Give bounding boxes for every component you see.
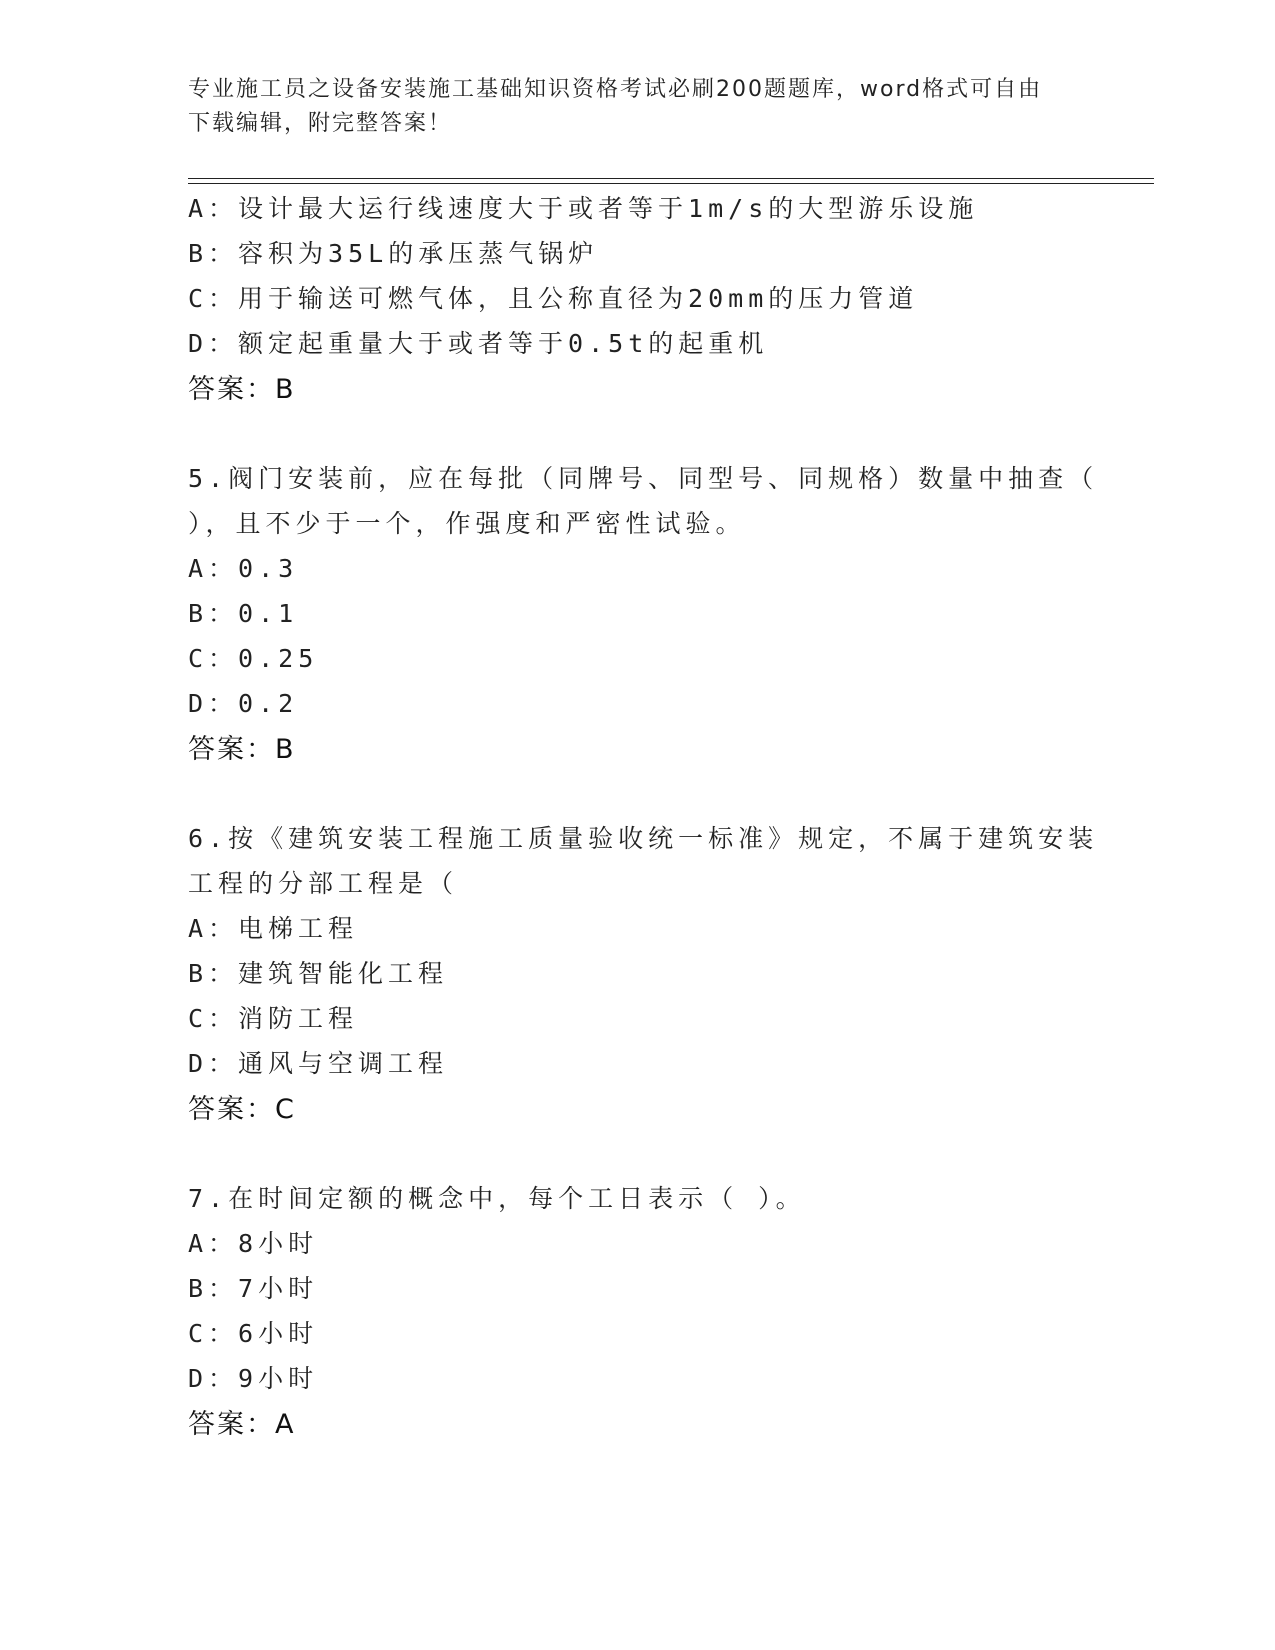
header-rule-bottom [188,183,1154,184]
q5-answer: 答案：B [188,734,296,765]
q6-option-d: D：通风与空调工程 [188,1049,449,1078]
q6-option-a: A：电梯工程 [188,914,359,943]
q6-option-b: B：建筑智能化工程 [188,959,449,988]
q6-stem-line-1: 6.按《建筑安装工程施工质量验收统一标准》规定，不属于建筑安装 [188,824,1099,853]
q7-option-a: A：8小时 [188,1229,319,1258]
header-line-2: 下载编辑，附完整答案！ [188,111,453,136]
q7-option-c: C：6小时 [188,1319,319,1348]
q5-option-a: A：0.3 [188,554,299,583]
q4-option-a: A：设计最大运行线速度大于或者等于1m/s的大型游乐设施 [188,194,979,223]
q4-option-c: C：用于输送可燃气体，且公称直径为20mm的压力管道 [188,284,919,313]
q4-option-b: B：容积为35L的承压蒸气锅炉 [188,239,599,268]
q6-stem-line-2: 工程的分部工程是（ [188,869,459,898]
q6-answer: 答案：C [188,1094,296,1125]
q5-stem-line-2: ），且不少于一个，作强度和严密性试验。 [188,509,746,538]
q5-stem-line-1: 5.阀门安装前，应在每批（同牌号、同型号、同规格）数量中抽查（ [188,464,1099,493]
document-header [188,73,1068,141]
header-line-1: 专业施工员之设备安装施工基础知识资格考试必刷200题题库，word格式可自由 [188,77,1043,102]
q7-answer: 答案：A [188,1409,296,1440]
q5-option-d: D：0.2 [188,689,299,718]
q7-option-b: B：7小时 [188,1274,319,1303]
q5-option-c: C：0.25 [188,644,319,673]
q4-option-d: D：额定起重量大于或者等于0.5t的起重机 [188,329,769,358]
q4-answer: 答案：B [188,374,296,405]
q7-option-d: D：9小时 [188,1364,319,1393]
header-rule-top [188,178,1154,179]
q6-option-c: C：消防工程 [188,1004,359,1033]
q7-stem-line-1: 7.在时间定额的概念中，每个工日表示（ ）。 [188,1184,806,1213]
q5-option-b: B：0.1 [188,599,299,628]
